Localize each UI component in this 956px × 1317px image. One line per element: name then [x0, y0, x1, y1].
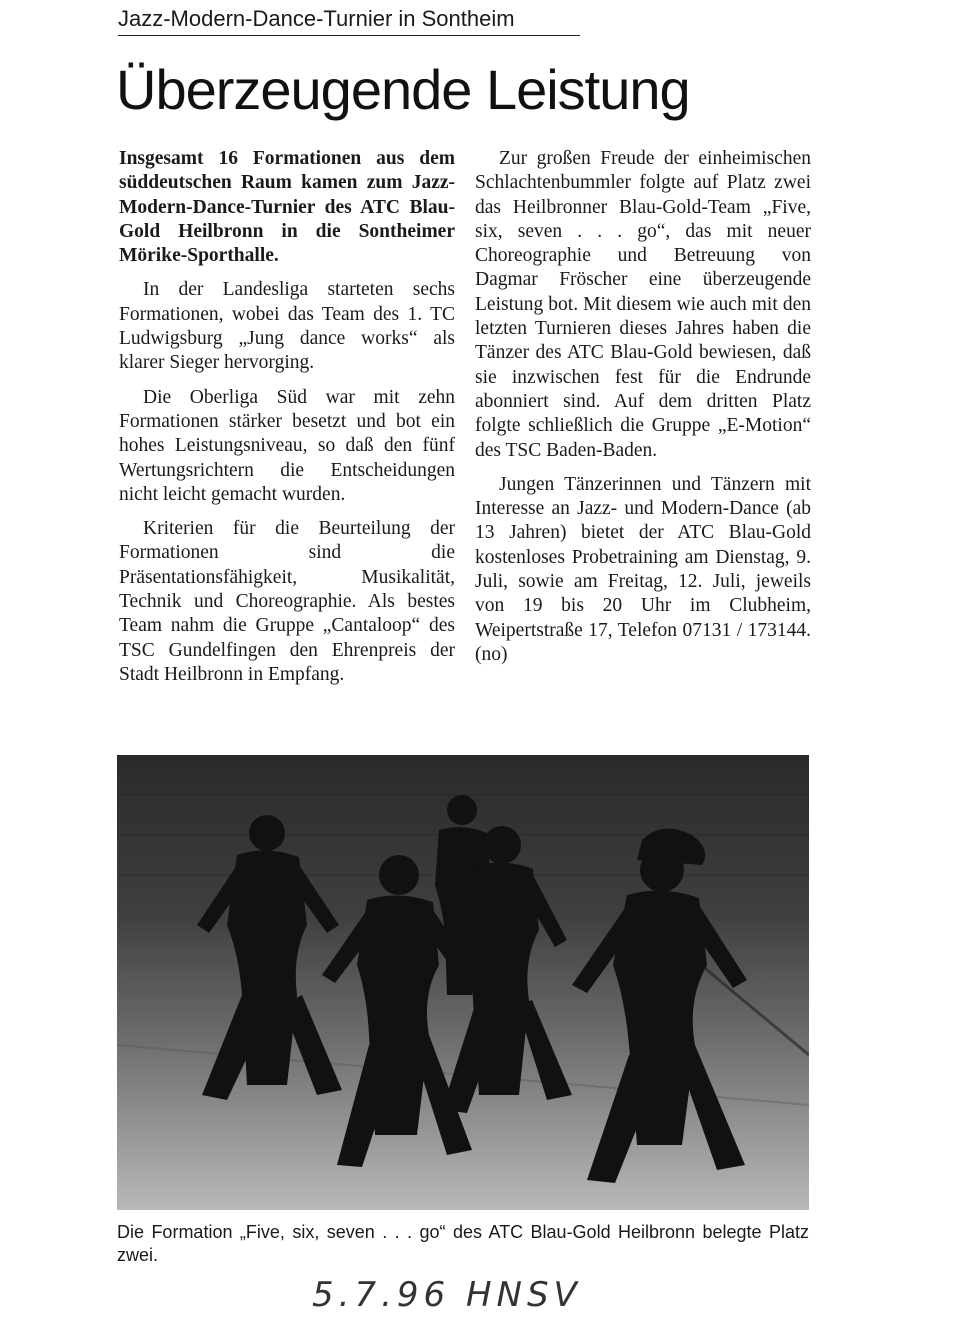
dance-formation-photo	[117, 755, 809, 1210]
kicker-rule	[118, 35, 580, 36]
article-lead: Insgesamt 16 Formationen aus dem süddeutschen Raum kamen zum Jazz-Modern-Dance-Turnier des ATC Blau-Gold Heilbronn in die Sontheimer Mörike-Sporthalle.	[119, 148, 455, 267]
dancers-illustration	[117, 755, 809, 1210]
article-paragraph: In der Landesliga starteten sechs Formationen, wobei das Team des 1. TC Ludwigsburg „Jung dance works“ als klarer Sieger hervorging.	[119, 279, 455, 374]
article-headline: Überzeugende Leistung	[116, 58, 690, 121]
article-paragraph: Die Oberliga Süd war mit zehn Formationen stärker besetzt und bot ein hohes Leistungsniveau, so daß den fünf Wertungsrichtern die Entscheidungen nicht leicht gemacht wurden.	[119, 386, 455, 505]
article-right-column	[475, 147, 811, 667]
article-kicker: Jazz-Modern-Dance-Turnier in Sontheim	[118, 6, 515, 31]
article-paragraph: Jungen Tänzerinnen und Tänzern mit Interesse an Jazz- und Modern-Dance (ab 13 Jahren) bietet der ATC Blau-Gold kostenloses Probetraining am Dienstag, 9. Juli, sowie am Freitag, 12. Juli, jeweils von 19 bis 20 Uhr im Clubheim, Weipertstraße 17, Telefon 07131 / 173144. (no)	[475, 473, 811, 665]
article-paragraph: Kriterien für die Beurteilung der Formationen sind die Präsentationsfähigkeit, Musikalität, Technik und Choreographie. Als bestes Team nahm die Gruppe „Cantaloop“ des TSC Gundelfingen den Ehrenpreis der Stadt Heilbronn in Empfang.	[119, 518, 455, 685]
photo-caption: Die Formation „Five, six, seven . . . go“ des ATC Blau-Gold Heilbronn belegte Platz zwei.	[117, 1222, 809, 1265]
article-left-column	[119, 147, 455, 687]
article-paragraph: Zur großen Freude der einheimischen Schlachtenbummler folgte auf Platz zwei das Heilbronner Blau-Gold-Team „Five, six, seven . . . go“, das mit neuer Choreographie und Betreuung von Dagmar Fröscher eine überzeugende Leistung bot. Mit diesem wie auch mit den letzten Turnieren dieses Jahres haben die Tänzer des ATC Blau-Gold bewiesen, daß sie inzwischen fest für die Endrunde abonniert sind. Auf dem dritten Platz folgte schließlich die Gruppe „E-Motion“ des TSC Baden-Baden.	[475, 148, 811, 461]
handwritten-date-note: 5.7.96 HNSV	[312, 1275, 582, 1315]
